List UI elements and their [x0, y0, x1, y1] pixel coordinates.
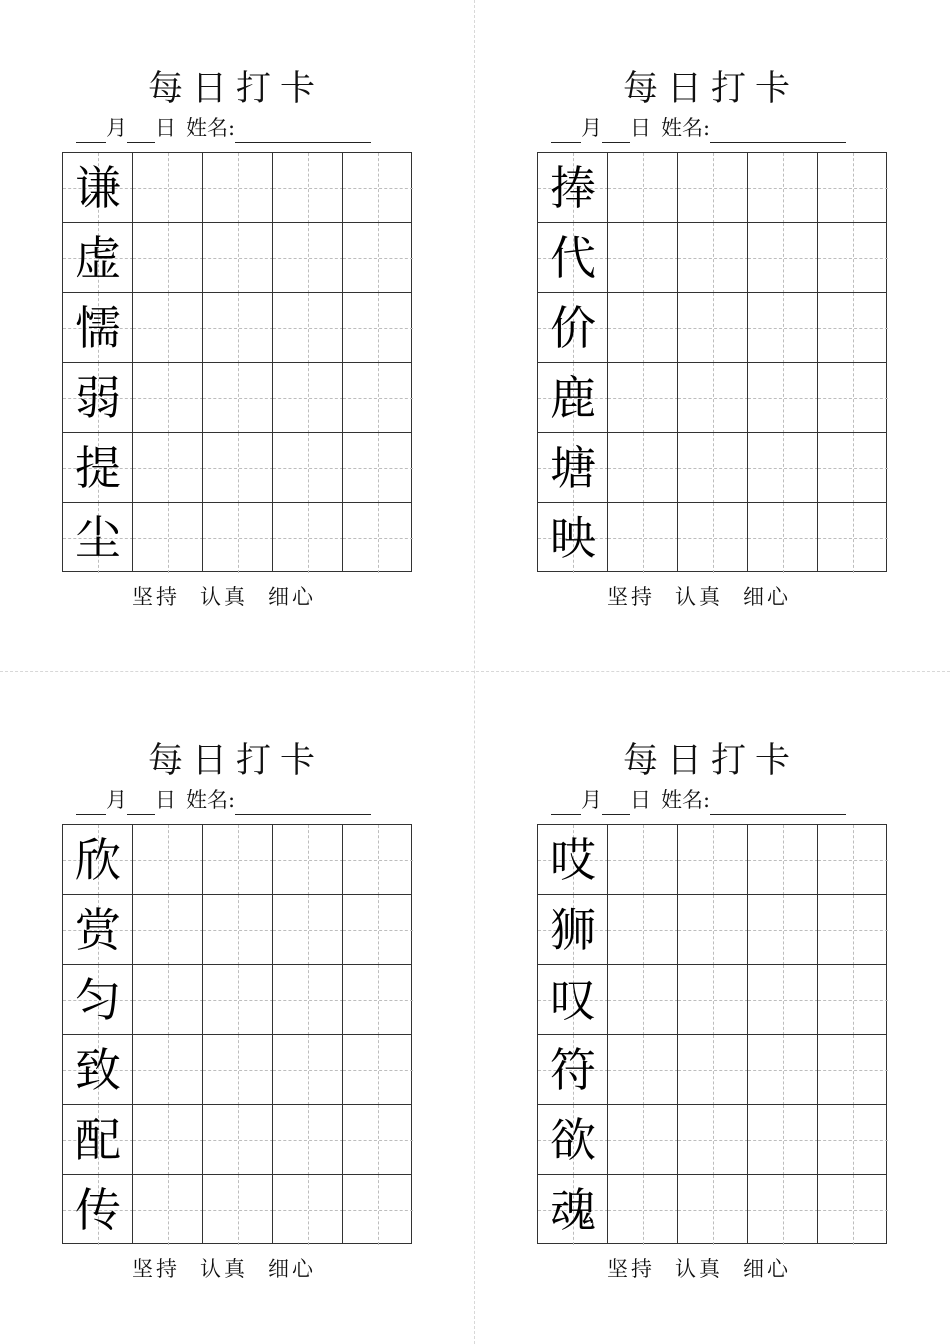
name-label: 姓名:: [661, 788, 711, 812]
practice-cell[interactable]: [343, 965, 413, 1035]
grid-row: [63, 1035, 411, 1105]
model-cell: [63, 363, 133, 433]
practice-cell[interactable]: [748, 965, 818, 1035]
practice-cell[interactable]: [818, 1175, 888, 1245]
model-cell: [63, 895, 133, 965]
practice-cell[interactable]: [678, 433, 748, 503]
model-character: 懦: [75, 301, 121, 355]
practice-cell[interactable]: [748, 223, 818, 293]
grid-row: [538, 1175, 886, 1245]
grid-row: [538, 1035, 886, 1105]
practice-cell[interactable]: [678, 223, 748, 293]
model-character: 魂: [550, 1183, 596, 1237]
practice-cell[interactable]: [343, 363, 413, 433]
model-character: 致: [75, 1043, 121, 1097]
motto-footer: [132, 1254, 372, 1284]
practice-cell[interactable]: [608, 223, 678, 293]
practice-cell[interactable]: [678, 503, 748, 573]
month-label: 月: [106, 116, 127, 140]
practice-cell[interactable]: [608, 153, 678, 223]
practice-cell[interactable]: [203, 965, 273, 1035]
grid-row: [63, 153, 411, 223]
model-cell: [538, 293, 608, 363]
card-title: 每日打卡: [622, 69, 799, 109]
model-cell: [538, 895, 608, 965]
practice-card: [475, 0, 949, 671]
practice-cell[interactable]: [203, 293, 273, 363]
model-character: 谦: [75, 161, 121, 215]
model-character: 弱: [75, 371, 121, 425]
practice-cell[interactable]: [343, 895, 413, 965]
practice-cell[interactable]: [343, 153, 413, 223]
grid-row: [538, 433, 886, 503]
name-blank[interactable]: [710, 790, 846, 815]
grid-row: [63, 223, 411, 293]
model-cell: [63, 1175, 133, 1245]
model-cell: [63, 433, 133, 503]
day-blank[interactable]: [127, 790, 155, 815]
practice-cell[interactable]: [133, 1105, 203, 1175]
practice-cell[interactable]: [818, 153, 888, 223]
practice-card: [0, 672, 474, 1343]
model-character: 传: [75, 1183, 121, 1237]
practice-cell[interactable]: [343, 1175, 413, 1245]
practice-cell[interactable]: [608, 825, 678, 895]
model-character: 欲: [550, 1113, 596, 1167]
practice-cell[interactable]: [678, 1175, 748, 1245]
day-label: 日: [630, 116, 651, 140]
card-title: 每日打卡: [147, 741, 324, 781]
day-label: 日: [155, 116, 176, 140]
month-blank[interactable]: [551, 790, 581, 815]
name-blank[interactable]: [235, 118, 371, 143]
model-character: 叹: [550, 973, 596, 1027]
day-label: 日: [630, 788, 651, 812]
practice-cell[interactable]: [818, 503, 888, 573]
practice-cell[interactable]: [203, 1105, 273, 1175]
practice-cell[interactable]: [343, 503, 413, 573]
month-label: 月: [581, 116, 602, 140]
practice-cell[interactable]: [343, 223, 413, 293]
grid-row: [63, 965, 411, 1035]
model-character: 代: [550, 231, 596, 285]
practice-cell[interactable]: [273, 1105, 343, 1175]
model-character: 映: [550, 511, 596, 565]
model-cell: [63, 965, 133, 1035]
practice-cell[interactable]: [748, 895, 818, 965]
motto-word: 坚持: [132, 585, 180, 609]
grid-row: [63, 433, 411, 503]
practice-cell[interactable]: [203, 895, 273, 965]
practice-cell[interactable]: [678, 293, 748, 363]
practice-card: [0, 0, 474, 671]
practice-cell[interactable]: [678, 1105, 748, 1175]
model-cell: [63, 153, 133, 223]
date-name-line: [76, 113, 416, 143]
model-cell: [538, 363, 608, 433]
motto-footer: [132, 582, 372, 612]
grid-row: [538, 153, 886, 223]
practice-cell[interactable]: [608, 1035, 678, 1105]
model-character: 符: [550, 1043, 596, 1097]
practice-cell[interactable]: [273, 503, 343, 573]
practice-cell[interactable]: [133, 895, 203, 965]
model-character: 尘: [75, 511, 121, 565]
grid-row: [63, 895, 411, 965]
model-character: 哎: [550, 833, 596, 887]
practice-cell[interactable]: [818, 293, 888, 363]
practice-cell[interactable]: [273, 223, 343, 293]
name-label: 姓名:: [661, 116, 711, 140]
model-character: 配: [75, 1113, 121, 1167]
model-cell: [538, 965, 608, 1035]
practice-cell[interactable]: [818, 1105, 888, 1175]
practice-cell[interactable]: [748, 363, 818, 433]
motto-word: 细心: [268, 1257, 316, 1281]
practice-cell[interactable]: [343, 433, 413, 503]
month-label: 月: [106, 788, 127, 812]
practice-cell[interactable]: [273, 825, 343, 895]
practice-cell[interactable]: [678, 825, 748, 895]
month-label: 月: [581, 788, 602, 812]
practice-cell[interactable]: [133, 433, 203, 503]
day-blank[interactable]: [127, 118, 155, 143]
model-cell: [63, 825, 133, 895]
practice-cell[interactable]: [273, 965, 343, 1035]
practice-cell[interactable]: [678, 1035, 748, 1105]
practice-cell[interactable]: [678, 965, 748, 1035]
model-cell: [538, 825, 608, 895]
name-label: 姓名:: [186, 788, 236, 812]
practice-cell[interactable]: [203, 1175, 273, 1245]
grid-row: [538, 293, 886, 363]
practice-cell[interactable]: [748, 1035, 818, 1105]
practice-cell[interactable]: [608, 433, 678, 503]
practice-cell[interactable]: [678, 153, 748, 223]
grid-row: [538, 895, 886, 965]
grid-row: [538, 825, 886, 895]
motto-word: 坚持: [607, 585, 655, 609]
model-cell: [63, 223, 133, 293]
practice-cell[interactable]: [748, 825, 818, 895]
model-cell: [63, 1105, 133, 1175]
practice-cell[interactable]: [203, 363, 273, 433]
practice-cell[interactable]: [273, 1035, 343, 1105]
practice-cell[interactable]: [818, 1035, 888, 1105]
practice-cell[interactable]: [608, 293, 678, 363]
motto-word: 认真: [675, 585, 723, 609]
practice-cell[interactable]: [608, 1175, 678, 1245]
practice-cell[interactable]: [748, 503, 818, 573]
motto-word: 细心: [743, 585, 791, 609]
date-name-line: [551, 785, 891, 815]
practice-cell[interactable]: [343, 825, 413, 895]
practice-cell[interactable]: [748, 153, 818, 223]
card-title: 每日打卡: [622, 741, 799, 781]
practice-cell[interactable]: [818, 433, 888, 503]
model-character: 塘: [550, 441, 596, 495]
model-cell: [538, 503, 608, 573]
model-cell: [538, 1175, 608, 1245]
practice-cell[interactable]: [608, 1105, 678, 1175]
grid-row: [538, 965, 886, 1035]
practice-cell[interactable]: [343, 293, 413, 363]
model-character: 提: [75, 441, 121, 495]
practice-cell[interactable]: [203, 223, 273, 293]
practice-cell[interactable]: [133, 293, 203, 363]
grid-row: [538, 503, 886, 573]
motto-word: 认真: [675, 1257, 723, 1281]
practice-cell[interactable]: [203, 433, 273, 503]
model-cell: [538, 433, 608, 503]
practice-cell[interactable]: [608, 965, 678, 1035]
practice-cell[interactable]: [273, 293, 343, 363]
day-blank[interactable]: [602, 790, 630, 815]
practice-cell[interactable]: [133, 1175, 203, 1245]
model-character: 虚: [75, 231, 121, 285]
motto-footer: [607, 582, 847, 612]
motto-word: 细心: [268, 585, 316, 609]
practice-cell[interactable]: [748, 433, 818, 503]
practice-cell[interactable]: [748, 1105, 818, 1175]
model-character: 匀: [75, 973, 121, 1027]
month-blank[interactable]: [551, 118, 581, 143]
model-cell: [538, 223, 608, 293]
model-character: 赏: [75, 903, 121, 957]
practice-cell[interactable]: [748, 293, 818, 363]
grid-row: [63, 293, 411, 363]
practice-cell[interactable]: [203, 153, 273, 223]
practice-cell[interactable]: [678, 895, 748, 965]
practice-cell[interactable]: [343, 1035, 413, 1105]
practice-cell[interactable]: [133, 223, 203, 293]
practice-cell[interactable]: [343, 1105, 413, 1175]
date-name-line: [76, 785, 416, 815]
grid-row: [63, 363, 411, 433]
practice-cell[interactable]: [273, 1175, 343, 1245]
day-blank[interactable]: [602, 118, 630, 143]
name-blank[interactable]: [235, 790, 371, 815]
motto-word: 认真: [200, 1257, 248, 1281]
practice-cell[interactable]: [608, 895, 678, 965]
practice-cell[interactable]: [818, 965, 888, 1035]
model-cell: [63, 503, 133, 573]
tianzige-grid: [537, 824, 887, 1244]
grid-row: [63, 1105, 411, 1175]
practice-cell[interactable]: [818, 363, 888, 433]
tianzige-grid: [537, 152, 887, 572]
model-character: 狮: [550, 903, 596, 957]
month-blank[interactable]: [76, 790, 106, 815]
motto-footer: [607, 1254, 847, 1284]
practice-cell[interactable]: [133, 965, 203, 1035]
model-character: 价: [550, 301, 596, 355]
practice-cell[interactable]: [273, 433, 343, 503]
practice-cell[interactable]: [273, 363, 343, 433]
day-label: 日: [155, 788, 176, 812]
practice-cell[interactable]: [133, 1035, 203, 1105]
motto-word: 认真: [200, 585, 248, 609]
practice-cell[interactable]: [133, 363, 203, 433]
model-cell: [63, 1035, 133, 1105]
card-title: 每日打卡: [147, 69, 324, 109]
model-character: 欣: [75, 833, 121, 887]
model-cell: [538, 153, 608, 223]
grid-row: [538, 363, 886, 433]
grid-row: [63, 825, 411, 895]
date-name-line: [551, 113, 891, 143]
month-blank[interactable]: [76, 118, 106, 143]
grid-row: [63, 503, 411, 573]
practice-cell[interactable]: [133, 503, 203, 573]
practice-cell[interactable]: [203, 825, 273, 895]
grid-row: [63, 1175, 411, 1245]
name-blank[interactable]: [710, 118, 846, 143]
model-character: 捧: [550, 161, 596, 215]
motto-word: 坚持: [132, 1257, 180, 1281]
practice-card: [475, 672, 949, 1343]
motto-word: 细心: [743, 1257, 791, 1281]
tianzige-grid: [62, 152, 412, 572]
practice-cell[interactable]: [273, 895, 343, 965]
practice-cell[interactable]: [748, 1175, 818, 1245]
practice-cell[interactable]: [608, 363, 678, 433]
tianzige-grid: [62, 824, 412, 1244]
model-cell: [63, 293, 133, 363]
practice-cell[interactable]: [203, 1035, 273, 1105]
name-label: 姓名:: [186, 116, 236, 140]
practice-cell[interactable]: [203, 503, 273, 573]
model-cell: [538, 1105, 608, 1175]
model-character: 鹿: [550, 371, 596, 425]
model-cell: [538, 1035, 608, 1105]
practice-cell[interactable]: [818, 895, 888, 965]
practice-cell[interactable]: [818, 223, 888, 293]
motto-word: 坚持: [607, 1257, 655, 1281]
practice-cell[interactable]: [133, 825, 203, 895]
practice-cell[interactable]: [608, 503, 678, 573]
practice-cell[interactable]: [133, 153, 203, 223]
practice-cell[interactable]: [678, 363, 748, 433]
grid-row: [538, 1105, 886, 1175]
practice-cell[interactable]: [273, 153, 343, 223]
grid-row: [538, 223, 886, 293]
practice-cell[interactable]: [818, 825, 888, 895]
